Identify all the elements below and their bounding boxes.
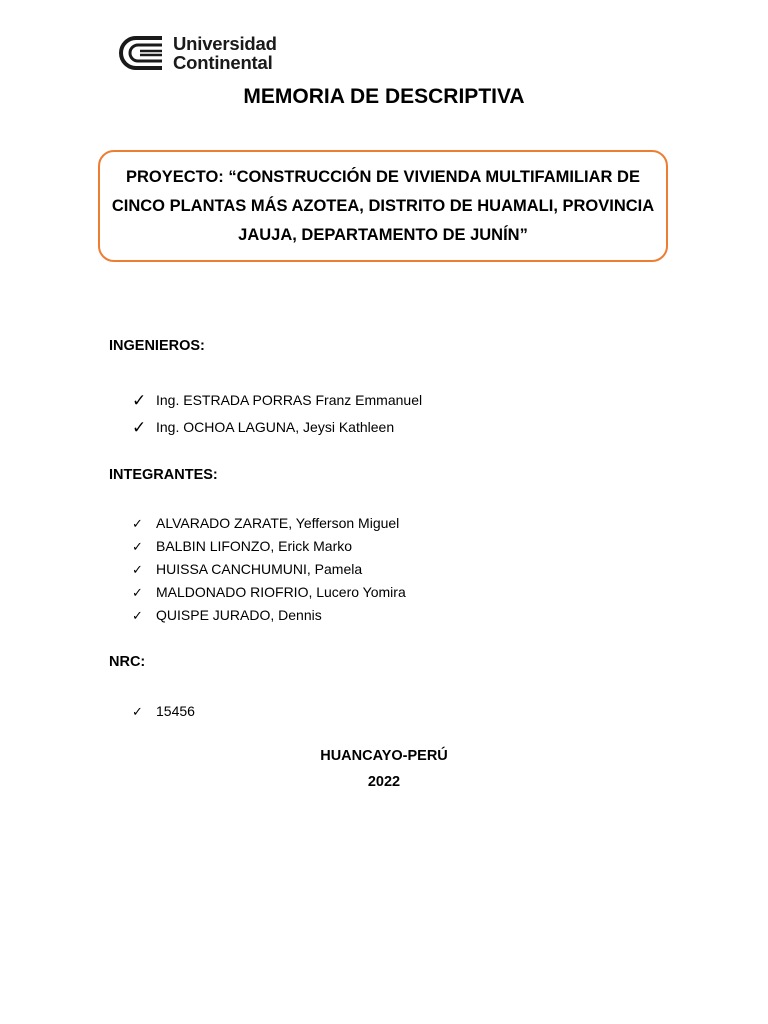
footer-place: HUANCAYO-PERÚ <box>320 748 448 764</box>
university-logo-icon <box>118 35 166 71</box>
member-name: QUISPE JURADO, Dennis <box>156 607 322 623</box>
members-heading: INTEGRANTES: <box>109 467 218 483</box>
member-name: HUISSA CANCHUMUNI, Pamela <box>156 561 363 577</box>
university-logo <box>118 34 277 72</box>
member-name: BALBIN LIFONZO, Erick Marko <box>156 538 353 554</box>
check-icon: ✓ <box>132 585 143 600</box>
project-label: PROYECTO: <box>126 167 224 186</box>
logo-line-1: Universidad <box>173 33 277 54</box>
document-title: MEMORIA DE DESCRIPTIVA <box>243 85 525 108</box>
list-item <box>132 387 422 414</box>
check-icon: ✓ <box>132 539 143 554</box>
check-icon: ✓ <box>132 418 147 437</box>
check-icon: ✓ <box>132 516 143 531</box>
member-name: MALDONADO RIOFRIO, Lucero Yomira <box>156 584 406 600</box>
list-item <box>132 581 406 604</box>
footer-year: 2022 <box>367 774 401 790</box>
list-item <box>132 535 406 558</box>
list-item <box>132 604 406 627</box>
list-item <box>132 558 406 581</box>
nrc-heading: NRC: <box>109 654 146 670</box>
project-box <box>98 150 668 262</box>
check-icon: ✓ <box>132 562 143 577</box>
engineers-heading: INGENIEROS: <box>109 338 205 354</box>
members-list <box>132 512 406 627</box>
nrc-value: 15456 <box>156 703 195 719</box>
list-item <box>132 700 195 723</box>
logo-line-2: Continental <box>173 52 273 73</box>
project-text <box>110 163 656 250</box>
member-name: ALVARADO ZARATE, Yefferson Miguel <box>156 515 400 531</box>
project-description: “CONSTRUCCIÓN DE VIVIENDA MULTIFAMILIAR DE CINCO PLANTAS MÁS AZOTEA, DISTRITO DE HUAMALI, PROVINCIA JAUJA, DEPARTAMENTO DE JUNÍN” <box>111 167 655 244</box>
check-icon: ✓ <box>132 391 147 410</box>
engineer-name: Ing. ESTRADA PORRAS Franz Emmanuel <box>156 392 423 408</box>
check-icon: ✓ <box>132 704 143 719</box>
list-item <box>132 414 422 441</box>
engineers-list <box>132 387 422 441</box>
logo-wordmark <box>173 34 277 72</box>
engineer-name: Ing. OCHOA LAGUNA, Jeysi Kathleen <box>156 419 395 435</box>
nrc-list <box>132 700 195 723</box>
list-item <box>132 512 406 535</box>
check-icon: ✓ <box>132 608 143 623</box>
